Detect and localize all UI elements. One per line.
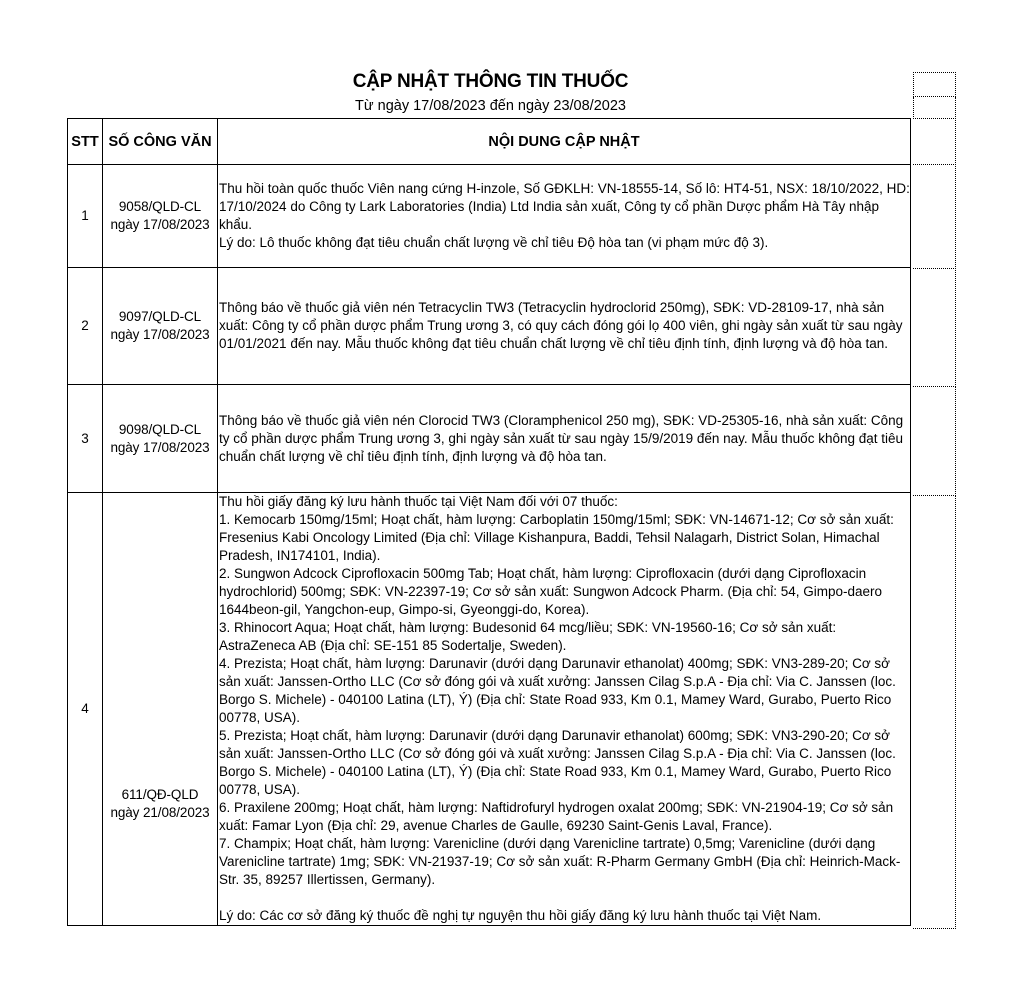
content-paragraph: Thông báo về thuốc giả viên nén Clorocid TW3 (Cloramphenicol 250 mg), SĐK: VD-25305-16, nhà sản xuất: Công ty cổ phần dược phẩm Trung ương 3, ghi ngày sản xuất từ sau ngày 15/9/2019 đến nay. Mẫu thuốc không đạt tiêu chuẩn chất lượng về chỉ tiêu định tính, định lượng và độ hòa tan. — [219, 412, 904, 464]
cong-van-number: 9098/QLD-CL — [118, 421, 202, 437]
row-stt: 2 — [68, 268, 103, 385]
cong-van-date: ngày 17/08/2023 — [110, 327, 210, 342]
table-header-row — [68, 119, 911, 165]
row-stt: 4 — [68, 493, 103, 926]
row-content — [218, 165, 911, 268]
blank-line — [219, 889, 910, 907]
drug-item: 1. Kemocarb 150mg/15ml; Hoạt chất, hàm lượng: Carboplatin 150mg/15ml; SĐK: VN-14671-12; Cơ sở sản xuất: Fresenius Kabi Oncology Limited (Địa chỉ: Village Kishanpura, Baddi, Tehsil Nalagarh, District Solan, Himachal Pradesh, IN174101, India). — [219, 512, 894, 563]
gridline-cell — [913, 164, 956, 269]
content-intro: Thu hồi giấy đăng ký lưu hành thuốc tại Việt Nam đối với 07 thuốc: — [219, 494, 618, 509]
content-paragraph: Thu hồi toàn quốc thuốc Viên nang cứng H-inzole, Số GĐKLH: VN-18555-14, Số lô: HT4-51, NSX: 18/10/2022, HD: 17/10/2024 do Công ty Lark Laboratories (India) Ltd India sản xuất, Công ty cổ phần Dược phẩm Hà Tây nhập khẩu. — [219, 181, 910, 232]
cong-van-number: 611/QĐ-QLD — [121, 787, 199, 802]
gridline-cell — [913, 495, 956, 929]
table-row — [68, 493, 911, 926]
row-cong-van — [103, 268, 218, 385]
cong-van-date: ngày 21/08/2023 — [110, 805, 210, 820]
drug-item: 5. Prezista; Hoạt chất, hàm lượng: Darunavir (dưới dạng Darunavir ethanolat) 600mg; SĐK: VN3-290-20; Cơ sở sản xuất: Janssen-Ortho LLC (Cơ sở đóng gói và xuất xưởng: Janssen Cilag S.p.A - Địa chỉ: Via C. Janssen (loc. Borgo S. Michele) - 040100 Latina (LT), Ý) (Địa chỉ: State Road 933, Km 0.1, Mamey Ward, Gurabo, Puerto Rico 00778, USA). — [219, 728, 896, 797]
row-cong-van — [103, 385, 218, 493]
cong-van-date: ngày 17/08/2023 — [110, 439, 210, 455]
row-content — [218, 493, 911, 926]
row-stt: 3 — [68, 385, 103, 493]
drug-item: 2. Sungwon Adcock Ciprofloxacin 500mg Tab; Hoạt chất, hàm lượng: Ciprofloxacin (dưới dạng Ciprofloxacin hydrochlorid) 500mg; SĐK: VN-22397-19; Cơ sở sản xuất: Sungwon Adcock Pharm. (Địa chỉ: 54, Gimpo-daero 1644beon-gil, Yangchon-eup, Gimpo-si, Gyeonggi-do, Korea). — [219, 566, 883, 617]
gridline-cell — [913, 72, 956, 97]
gridline-cell — [913, 97, 956, 119]
header-so-cong-van: SỐ CÔNG VĂN — [103, 119, 218, 165]
row-cong-van — [103, 165, 218, 268]
document-title: CẬP NHẬT THÔNG TIN THUỐC — [352, 71, 629, 92]
drug-item: 7. Champix; Hoạt chất, hàm lượng: Varenicline (dưới dạng Varenicline tartrate) 0,5mg; Varenicline (dưới dạng Varenicline tartrate) 1mg; SĐK: VN-21937-19; Cơ sở sản xuất: R-Pharm Germany GmbH (Địa chỉ: Heinrich-Mack-Str. 35, 89257 Illertissen, Germany). — [219, 836, 901, 887]
row-content — [218, 385, 911, 493]
cong-van-number: 9097/QLD-CL — [118, 309, 202, 324]
table-row — [68, 165, 911, 268]
table-row — [68, 268, 911, 385]
content-paragraph: Thông báo về thuốc giả viên nén Tetracyclin TW3 (Tetracyclin hydroclorid 250mg), SĐK: VD-28109-17, nhà sản xuất: Công ty cổ phần dược phẩm Trung ương 3, có quy cách đóng gói lọ 400 viên, ghi ngày sản xuất từ sau ngày 01/01/2021 đến nay. Mẫu thuốc không đạt tiêu chuẩn chất lượng về chỉ tiêu định tính, định lượng và độ hòa tan. — [219, 300, 903, 351]
drug-item: 6. Praxilene 200mg; Hoạt chất, hàm lượng: Naftidrofuryl hydrogen oxalat 200mg; SĐK: VN-21904-19; Cơ sở sản xuất: Famar Lyon (Địa chỉ: 29, avenue Charles de Gaulle, 69230 Saint-Genis Laval, France). — [219, 800, 894, 833]
table-row — [68, 385, 911, 493]
drug-item: 3. Rhinocort Aqua; Hoạt chất, hàm lượng: Budesonid 64 mcg/liều; SĐK: VN-19560-16; Cơ sở sản xuất: AstraZeneca AB (Địa chỉ: SE-151 85 Sodertalje, Sweden). — [219, 620, 837, 653]
row-content — [218, 268, 911, 385]
drug-update-table — [67, 118, 911, 926]
row-cong-van — [103, 493, 218, 926]
row-stt: 1 — [68, 165, 103, 268]
gridline-cell — [913, 386, 956, 496]
cong-van-number: 9058/QLD-CL — [118, 199, 202, 214]
drug-item: 4. Prezista; Hoạt chất, hàm lượng: Darunavir (dưới dạng Darunavir ethanolat) 400mg; SĐK: VN3-289-20; Cơ sở sản xuất: Janssen-Ortho LLC (Cơ sở đóng gói và xuất xưởng: Janssen Cilag S.p.A - Địa chỉ: Via C. Janssen (loc. Borgo S. Michele) - 040100 Latina (LT), Ý) (Địa chỉ: State Road 933, Km 0.1, Mamey Ward, Gurabo, Puerto Rico 00778, USA). — [219, 656, 896, 725]
gridline-cell — [913, 268, 956, 387]
header-stt: STT — [68, 119, 103, 165]
cong-van-date: ngày 17/08/2023 — [110, 217, 210, 232]
document-subtitle: Từ ngày 17/08/2023 đến ngày 23/08/2023 — [355, 98, 626, 114]
gridline-cell — [913, 118, 956, 165]
content-reason: Lý do: Các cơ sở đăng ký thuốc đề nghị tự nguyện thu hồi giấy đăng ký lưu hành thuốc tại Việt Nam. — [219, 908, 822, 923]
header-noi-dung: NỘI DUNG CẬP NHẬT — [218, 119, 911, 165]
content-reason: Lý do: Lô thuốc không đạt tiêu chuẩn chất lượng về chỉ tiêu Độ hòa tan (vi phạm mức độ 3). — [219, 235, 769, 250]
